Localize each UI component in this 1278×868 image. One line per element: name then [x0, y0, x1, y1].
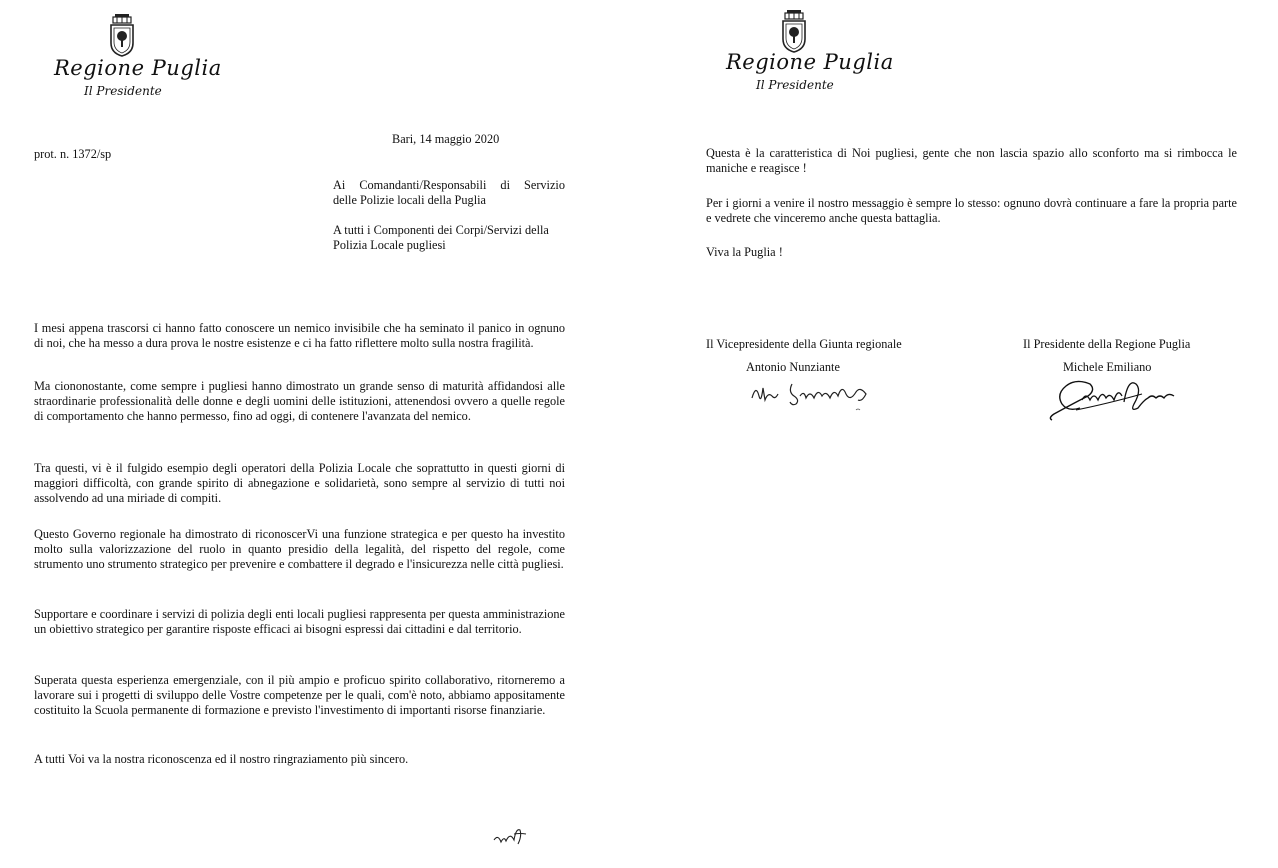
body-paragraph: I mesi appena trascorsi ci hanno fatto conoscere un nemico invisibile che ha seminato il panico in ognuno di noi, che ha messo a dura prova le nostre esistenze e ci ha fatto riflettere molto sulla nostra fragilità.	[34, 321, 565, 350]
letter-page-1	[0, 0, 600, 868]
logo-subtitle: Il Presidente	[756, 78, 834, 92]
body-paragraph: Tra questi, vi è il fulgido esempio degli operatori della Polizia Locale che soprattutto in questi giorni di maggiori difficoltà, con grande spirito di abnegazione e solidarietà, sono sempre al servizio di tutti noi assolvendo ad una miriade di compiti.	[34, 461, 565, 505]
logo-title: Regione Puglia	[54, 56, 222, 80]
initials-scribble	[492, 824, 532, 848]
recipient-line: delle Polizie locali della Puglia	[333, 193, 486, 207]
body-paragraph: Superata questa esperienza emergenziale, con il più ampio e proficuo spirito collaborativo, ritorneremo a lavorare sui i progetti di sviluppo delle Vostre competenze per le quali, com'è noto, abbiamo appositamente costituito la Scuola permanente di formazione e previsto l'investimento di importanti risorse finanziarie.	[34, 673, 565, 717]
body-paragraph: Ma ciononostante, come sempre i pugliesi hanno dimostrato un grande senso di maturità affidandosi alle straordinarie professionalità delle donne e degli uomini delle istituzioni, attenendosi ovvero a quelle regole di comportamento che hanno permesso, fino ad oggi, di contenere l'avanzata del nemico.	[34, 379, 565, 423]
logo-subtitle: Il Presidente	[84, 84, 162, 98]
recipient-line: A tutti i Componenti dei Corpi/Servizi della	[333, 223, 549, 237]
logo-title: Regione Puglia	[726, 50, 894, 74]
signatory-name: Antonio Nunziante	[746, 360, 840, 374]
signature-michele-emiliano	[1046, 374, 1180, 426]
recipient-line: Polizia Locale pugliesi	[333, 238, 446, 252]
body-paragraph: Supportare e coordinare i servizi di polizia degli enti locali pugliesi rappresenta per questa amministrazione un obiettivo strategico per garantire risposte efficaci ai bisogni espressi dai cittadini e dal territorio.	[34, 607, 565, 636]
body-paragraph: Viva la Puglia !	[706, 245, 783, 259]
regione-puglia-emblem-icon	[108, 13, 136, 57]
letter-page-2	[640, 0, 1278, 868]
body-paragraph: Per i giorni a venire il nostro messaggio è sempre lo stesso: ognuno dovrà continuare a fare la propria parte e vedrete che vinceremo anche questa battaglia.	[706, 196, 1237, 225]
letter-date: Bari, 14 maggio 2020	[392, 132, 500, 146]
body-paragraph: Questo Governo regionale ha dimostrato di riconoscerVi una funzione strategica e per questo ha investito molto sulla valorizzazione del ruolo in quanto presidio della legalità, del rispetto del regole, come strumento uno strumento strategico per prevenire e combattere il degrado e l'insicurezza nelle città pugliesi.	[34, 527, 565, 571]
signatory-name: Michele Emiliano	[1063, 360, 1152, 374]
body-paragraph: Questa è la caratteristica di Noi pugliesi, gente che non lascia spazio allo sconforto ma si rimbocca le maniche e reagisce !	[706, 146, 1237, 175]
signatory-role: Il Vicepresidente della Giunta regionale	[706, 337, 902, 351]
recipient-block	[333, 178, 565, 208]
signatory-role: Il Presidente della Regione Puglia	[1023, 337, 1191, 351]
signature-antonio-nunziante	[748, 374, 874, 414]
recipient-line: Ai Comandanti/Responsabili di Servizio	[333, 178, 565, 192]
protocol-number: prot. n. 1372/sp	[34, 147, 112, 161]
recipient-block	[333, 223, 565, 253]
regione-puglia-emblem-icon	[780, 9, 808, 53]
body-paragraph: A tutti Voi va la nostra riconoscenza ed il nostro ringraziamento più sincero.	[34, 752, 409, 766]
